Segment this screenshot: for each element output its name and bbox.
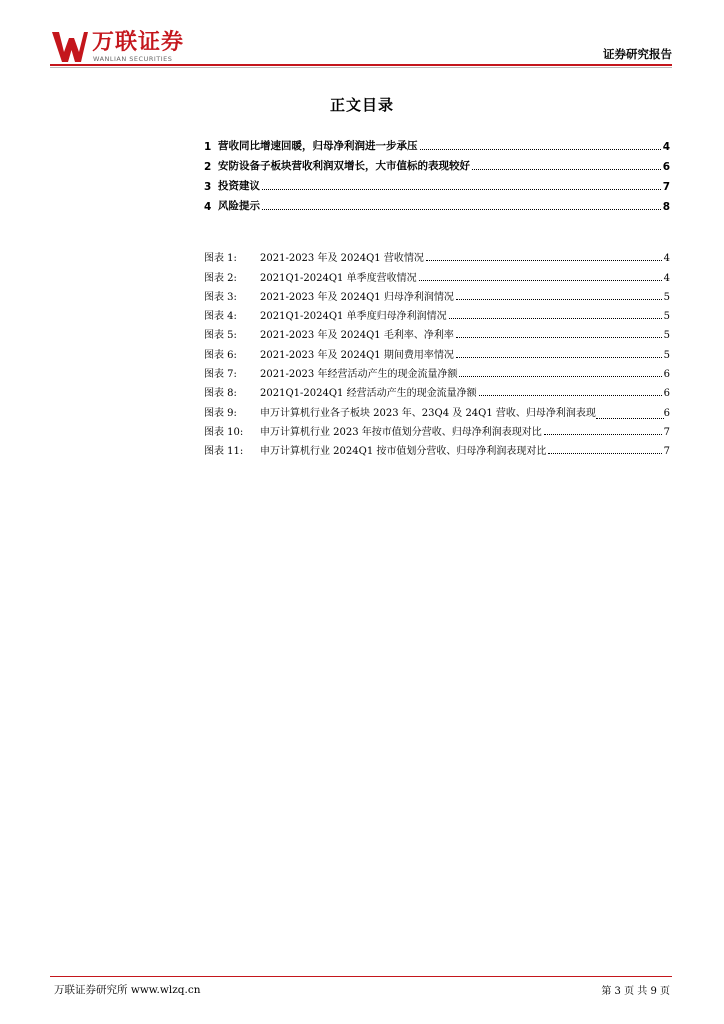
header-rule [50,64,672,66]
figure-label: 图表 6: [204,349,237,361]
page-header [0,0,724,66]
figure-page: 6 [663,407,670,419]
dot-leader [456,299,662,300]
toc-entry[interactable] [204,193,670,213]
figure-title: 2021-2023 年及 2024Q1 毛利率、净利率 [260,330,454,342]
figure-entry[interactable] [204,284,670,303]
figure-entry[interactable] [204,303,670,322]
toc-entry[interactable] [204,133,670,153]
dot-leader [459,376,661,377]
figure-page: 5 [663,311,670,323]
figure-page: 5 [663,330,670,342]
toc-entry-text: 投资建议 [218,180,260,192]
toc-entry-number: 1 [204,141,212,153]
toc-title: 正文目录 [329,96,394,114]
figure-page: 4 [663,272,670,284]
figure-entry[interactable] [204,380,670,399]
figure-entry[interactable] [204,361,670,380]
figure-title: 2021-2023 年及 2024Q1 归母净利润情况 [260,291,454,303]
toc-entry-page: 4 [662,141,670,153]
figure-title: 2021Q1-2024Q1 单季度归母净利润情况 [260,311,447,323]
dot-leader [479,395,662,396]
figure-entry[interactable] [204,264,670,283]
wanlian-logo-icon [50,30,90,64]
figure-label: 图表 7: [204,369,237,381]
figure-page: 5 [663,349,670,361]
figure-title: 2021-2023 年及 2024Q1 营收情况 [260,253,424,265]
dot-leader [456,337,662,338]
figure-page: 7 [663,446,670,458]
dot-leader [262,189,661,190]
logo-subtitle: WANLIAN SECURITIES [93,55,173,63]
figure-page: 4 [663,253,670,265]
figure-label: 图表 3: [204,291,237,303]
dot-leader [419,280,662,281]
figure-entry[interactable] [204,399,670,418]
footer-rule [50,976,672,977]
figure-title: 申万计算机行业 2024Q1 按市值划分营收、归母净利润表现对比 [260,446,547,458]
figure-list [204,245,670,457]
figure-title: 2021Q1-2024Q1 经营活动产生的现金流量净额 [260,388,477,400]
toc-entry[interactable] [204,173,670,193]
figure-title: 申万计算机行业各子板块 2023 年、23Q4 及 24Q1 营收、归母净利润表现 [260,407,596,419]
figure-title: 2021Q1-2024Q1 单季度营收情况 [260,272,417,284]
dot-leader [456,357,662,358]
figure-label: 图表 1: [204,253,237,265]
figure-entry[interactable] [204,438,670,457]
header-rule-thin [50,67,672,68]
dot-leader [426,260,662,261]
page-number: 第 3 页 共 9 页 [601,986,670,997]
figure-entry[interactable] [204,322,670,341]
company-logo [50,28,200,68]
toc-entry-page: 7 [662,181,670,193]
figure-label: 图表 4: [204,311,237,323]
figure-page: 6 [663,388,670,400]
figure-entry[interactable] [204,341,670,360]
toc-entry[interactable] [204,153,670,173]
figure-title: 2021-2023 年经营活动产生的现金流量净额 [260,369,458,381]
dot-leader [472,169,661,170]
logo-name: 万联证券 [92,30,185,55]
figure-label: 图表 5: [204,330,237,342]
figure-label: 图表 2: [204,272,237,284]
dot-leader [548,453,661,454]
toc-entry-text: 安防设备子板块营收利润双增长，大市值标的表现较好 [218,160,470,172]
figure-title: 2021-2023 年及 2024Q1 期间费用率情况 [260,349,454,361]
figure-entry[interactable] [204,419,670,438]
toc-entry-number: 3 [204,181,212,193]
toc-entry-number: 2 [204,161,212,173]
dot-leader [544,434,662,435]
footer-source: 万联证券研究所 www.wlzq.cn [54,984,201,996]
dot-leader [596,418,664,419]
figure-title: 申万计算机行业 2023 年按市值划分营收、归母净利润表现对比 [260,426,542,438]
figure-entry[interactable] [204,245,670,264]
toc-entry-page: 8 [662,201,670,213]
toc-entry-text: 风险提示 [218,200,260,212]
toc-entry-text: 营收同比增速回暖，归母净利润进一步承压 [218,140,418,152]
dot-leader [449,318,662,319]
figure-label: 图表 11: [204,446,244,458]
figure-label: 图表 10: [204,426,244,438]
figure-label: 图表 8: [204,388,237,400]
figure-page: 7 [663,426,670,438]
dot-leader [262,209,661,210]
dot-leader [420,149,661,150]
figure-page: 6 [663,369,670,381]
report-type: 证券研究报告 [603,47,672,61]
table-of-contents [204,133,670,213]
toc-entry-page: 6 [662,161,670,173]
figure-label: 图表 9: [204,407,237,419]
figure-page: 5 [663,291,670,303]
toc-entry-number: 4 [204,201,212,213]
